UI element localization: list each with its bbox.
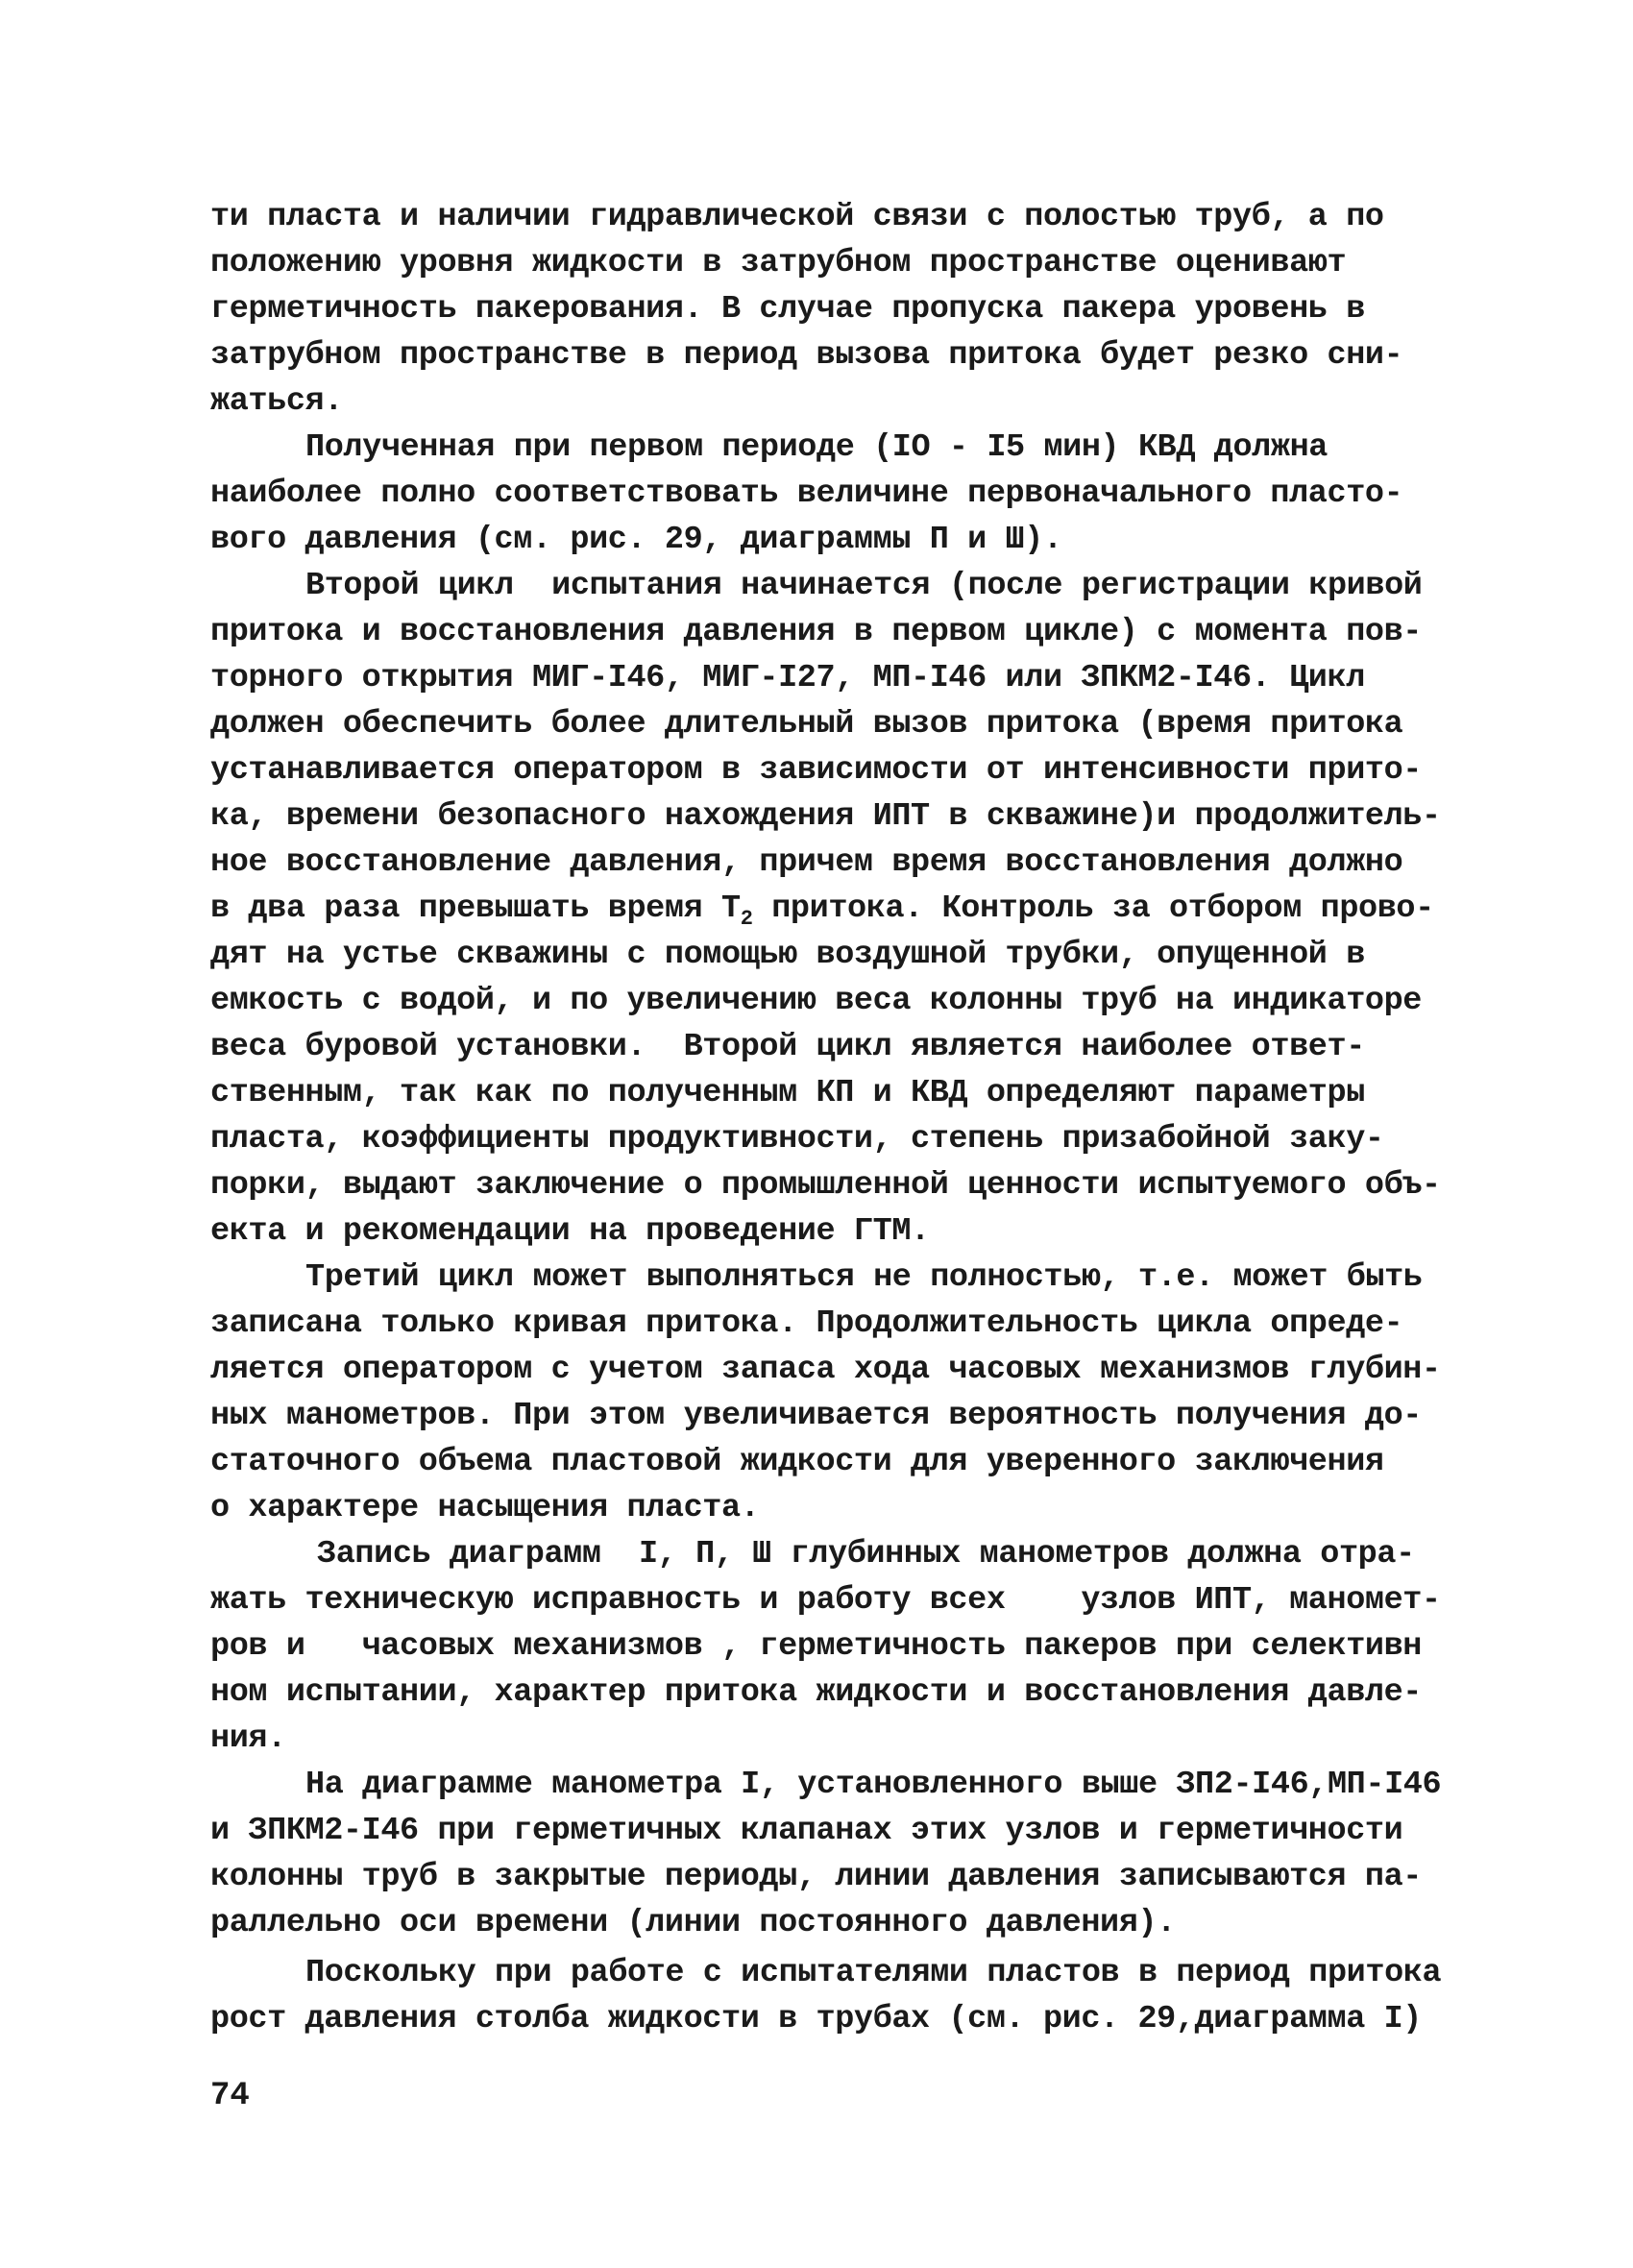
text-line: ных манометров. При этом увеличивается вероятность получения до- <box>210 1398 1423 1434</box>
text-line: колонны труб в закрытые периоды, линии давления записываются па- <box>210 1859 1423 1895</box>
text-line: екта и рекомендации на проведение ГТМ. <box>210 1213 930 1250</box>
text-line: жать техническую исправность и работу всех узлов ИПТ, маномет- <box>210 1582 1441 1619</box>
paragraph-start-line: Запись диаграмм I, П, Ш глубинных манометров должна отра- <box>317 1536 1415 1573</box>
text-line: притока и восстановления давления в первом цикле) с момента пов- <box>210 614 1423 650</box>
text-line: жаться. <box>210 383 343 420</box>
text-line: ров и часовых механизмов , герметичность пакеров при селективн <box>210 1628 1423 1665</box>
text-line: и ЗПКМ2-I46 при герметичных клапанах этих узлов и герметичности <box>210 1813 1403 1849</box>
text-line: ляется оператором с учетом запаса хода часовых механизмов глубин- <box>210 1352 1441 1388</box>
text-line: должен обеспечить более длительный вызов притока (время притока <box>210 706 1403 743</box>
text-line: пласта, коэффициенты продуктивности, степень призабойной заку- <box>210 1121 1384 1158</box>
paragraph-start-line: Второй цикл испытания начинается (после регистрации кривой <box>305 568 1423 604</box>
text-line: наиболее полно соответствовать величине первоначального пласто- <box>210 476 1403 512</box>
text-line: о характере насыщения пласта. <box>210 1490 760 1526</box>
text-line: емкость с водой, и по увеличению веса колонны труб на индикаторе <box>210 983 1423 1019</box>
text-line: вого давления (см. рис. 29, диаграммы П и Ш). <box>210 522 1062 558</box>
text-line: торного открытия МИГ-I46, МИГ-I27, МП-I46 или ЗПКМ2-I46. Цикл <box>210 660 1365 696</box>
paragraph-start-line: Поскольку при работе с испытателями пластов в период притока <box>305 1955 1442 1991</box>
text-line: ном испытании, характер притока жидкости и восстановления давле- <box>210 1674 1423 1711</box>
page-number: 74 <box>210 2078 250 2114</box>
text-line: герметичность пакерования. В случае пропуска пакера уровень в <box>210 291 1365 328</box>
text-line: рост давления столба жидкости в трубах (см. рис. 29,диаграмма I) <box>210 2001 1423 2037</box>
text-segment: притока. Контроль за отбором прово- <box>752 890 1434 927</box>
text-line: затрубном пространстве в период вызова притока будет резко сни- <box>210 337 1403 374</box>
text-line: раллельно оси времени (линии постоянного давления). <box>210 1905 1176 1941</box>
text-line: ное восстановление давления, причем время восстановления должно <box>210 844 1403 881</box>
paragraph-start-line: Третий цикл может выполняться не полностью, т.е. может быть <box>305 1259 1423 1296</box>
text-segment: в два раза превышать время Т <box>210 890 741 927</box>
text-line: дят на устье скважины с помощью воздушной трубки, опущенной в <box>210 937 1365 973</box>
text-line: ти пласта и наличии гидравлической связи с полостью труб, а по <box>210 199 1384 235</box>
subscript: 2 <box>740 907 753 931</box>
paragraph-start-line: На диаграмме манометра I, установленного выше ЗП2-I46,МП-I46 <box>305 1767 1442 1803</box>
text-line: положению уровня жидкости в затрубном пространстве оценивают <box>210 245 1347 281</box>
text-line: порки, выдают заключение о промышленной ценности испытуемого объ- <box>210 1167 1441 1204</box>
text-line: веса буровой установки. Второй цикл является наиболее ответ- <box>210 1029 1365 1065</box>
paragraph-start-line: Полученная при первом периоде (IO - I5 мин) КВД должна <box>305 429 1328 466</box>
text-line: ния. <box>210 1720 286 1757</box>
text-line-with-subscript <box>210 890 1434 931</box>
text-line: статочного объема пластовой жидкости для уверенного заключения <box>210 1444 1384 1480</box>
text-line: ка, времени безопасного нахождения ИПТ в скважине)и продолжитель- <box>210 798 1441 835</box>
text-line: устанавливается оператором в зависимости от интенсивности прито- <box>210 752 1423 789</box>
text-line: ственным, так как по полученным КП и КВД определяют параметры <box>210 1075 1365 1111</box>
text-line: записана только кривая притока. Продолжительность цикла опреде- <box>210 1305 1403 1342</box>
